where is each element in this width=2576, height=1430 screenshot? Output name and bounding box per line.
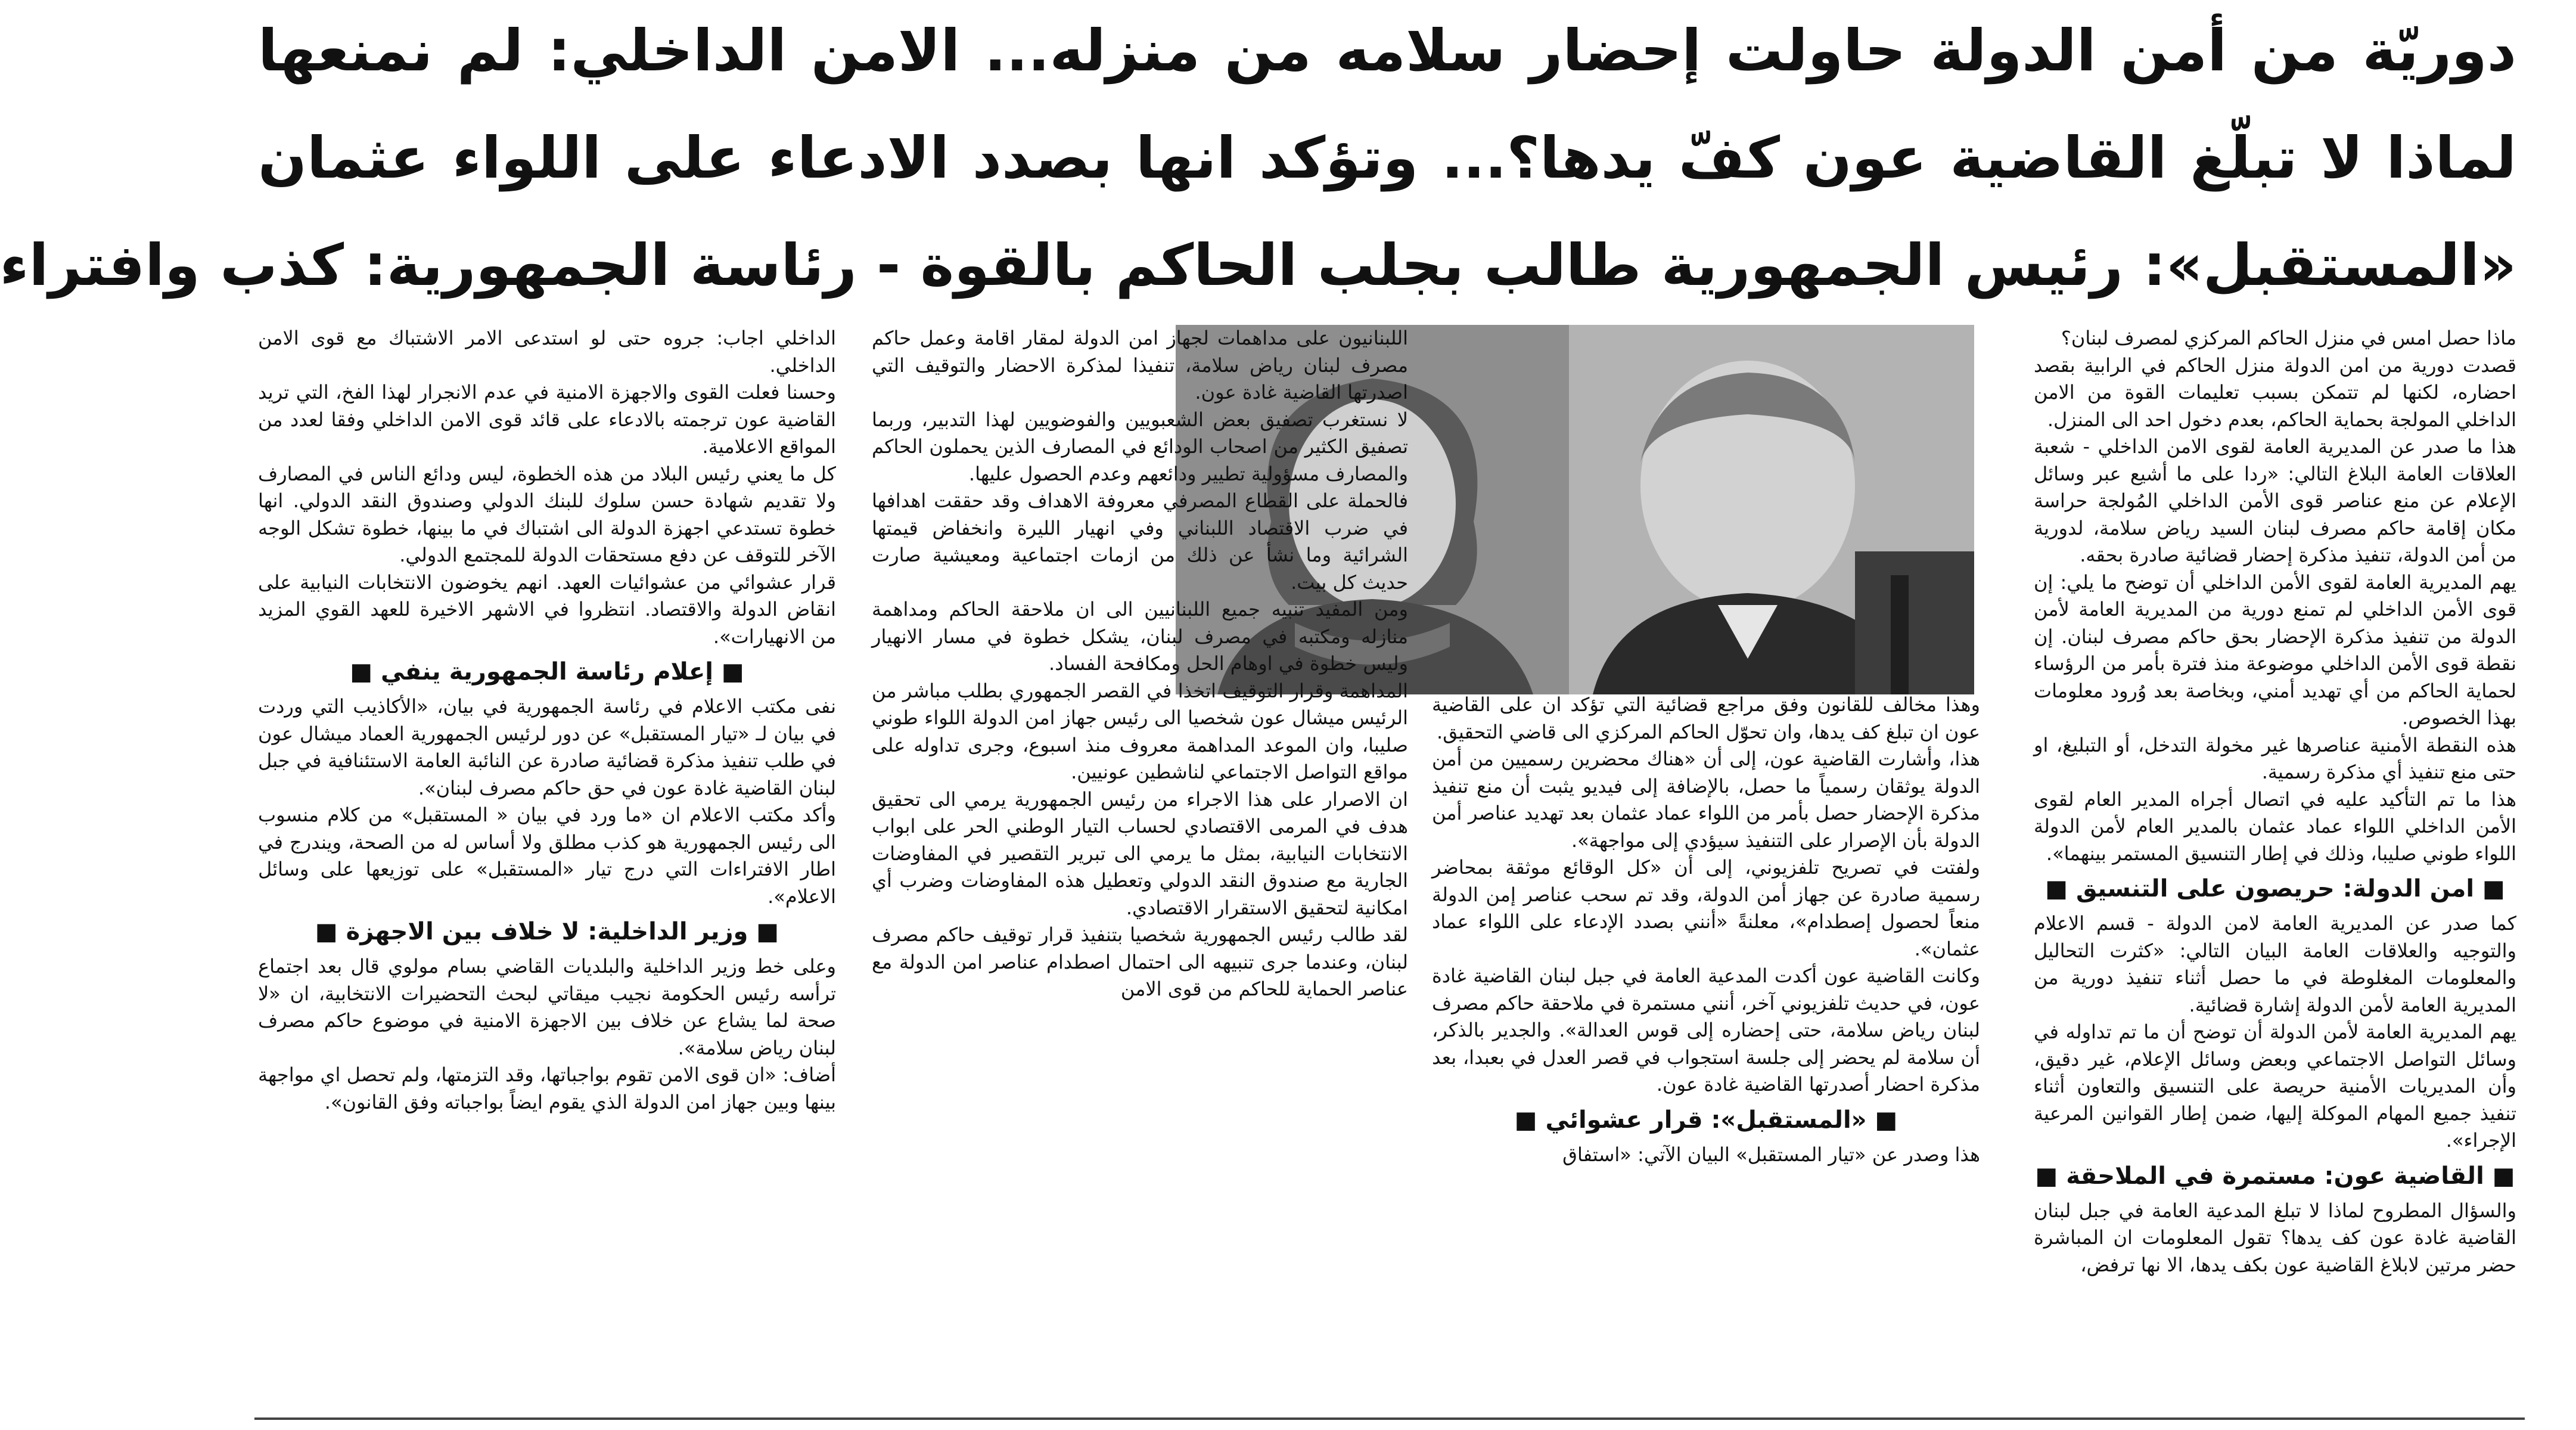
headline-line-1: دوريّة من أمن الدولة حاولت إحضار سلامه من منزله... الامن الداخلي: لم نمنعها bbox=[258, 17, 2516, 84]
headline-line-2: لماذا لا تبلّغ القاضية عون كفّ يدها؟... وتؤكد انها بصدد الادعاء على اللواء عثمان bbox=[258, 125, 2516, 191]
square-bullet-icon: ■ bbox=[2474, 875, 2505, 902]
paragraph: ولفتت في تصريح تلفزيوني، إلى أن «كل الوقائع موثقة بمحاضر رسمية صادرة عن جهاز أمن الدولة، وقد تم سحب عناصر إمن الدولة منعاً لحصول إصطدام»، معلنةً «أنني بصدد الإدعاء على اللواء عماد عثمان». bbox=[1432, 856, 1980, 960]
paragraph: اللبنانيون على مداهمات لجهاز امن الدولة لمقار اقامة وعمل حاكم مصرف لبنان رياض سلامة، تنفيذا لمذكرة الاحضار والتوقيف التي اصدرتها القاضية غادة عون. bbox=[872, 327, 1408, 404]
square-bullet-icon: ■ bbox=[2484, 1162, 2515, 1190]
paragraph: لقد طالب رئيس الجمهورية شخصيا بتنفيذ قرار توقيف حاكم مصرف لبنان، وعندما جرى تنبيهه الى احتمال اصطدام عناصر امن الدولة مع عناصر الحماية للحاكم من قوى الامن bbox=[872, 923, 1408, 1000]
paragraph: المداهمة وقرار التوقيف اتخذا في القصر الجمهوري بطلب مباشر من الرئيس ميشال عون شخصيا الى رئيس جهاز امن الدولة اللواء طوني صليبا، وان الموعد المداهمة معروف منذ اسبوع، وجرى تداوله على مواقع التواصل الاجتماعي لناشطين عونيين. bbox=[872, 679, 1408, 783]
bottom-rule bbox=[254, 1417, 2525, 1420]
paragraph: ان الاصرار على هذا الاجراء من رئيس الجمهورية يرمي الى تحقيق هدف في المرمى الاقتصادي لحساب التيار الوطني الحر على ابواب الانتخابات النيابية، بمثل ما يرمي الى تبرير التقصير في المفاوضات الجارية مع صندوق النقد الدولي وتعطيل هذه المفاوضات وضرب أي امكانية لتحقيق الاستقرار الاقتصادي. bbox=[872, 787, 1408, 919]
square-bullet-icon: ■ bbox=[748, 918, 779, 945]
paragraph: يهم المديرية العامة لقوى الأمن الداخلي أن توضح ما يلي: إن قوى الأمن الداخلي لم تمنع دورية من المديرية العامة لأمن الدولة من تنفيذ مذكرة الإحضار بحق حاكم مصرف لبنان. إن نقطة قوى الأمن الداخلي موضوعة منذ فترة بأمر من الرؤساء لحماية الحاكم من أي تهديد أمني، وبخاصة بعد وُرود معلومات بهذا الخصوص. bbox=[2034, 570, 2516, 729]
paragraph: هذا، وأشارت القاضية عون، إلى أن «هناك محضرين رسميين من أمن الدولة يوثقان رسمياً ما حصل، بالإضافة إلى فيديو يثبت أن منع تنفيذ مذكرة الإحضار حصل بأمر من اللواء عماد عثمان بعد تهديد عناصر أمن الدولة بأن الإصرار على التنفيذ سيؤدي إلى مواجهة». bbox=[1432, 747, 1980, 852]
article-column-1 bbox=[2034, 325, 2516, 1401]
square-bullet-icon: ■ bbox=[1514, 1106, 1546, 1134]
square-bullet-icon: ■ bbox=[350, 658, 381, 685]
paragraph: وأكد مكتب الاعلام ان «ما ورد في بيان « المستقبل» من كلام منسوب الى رئيس الجمهورية هو كذب مطلق ولا أساس له من الصحة، ويندرج في اطار الافتراءات التي درج تيار «المستقبل» على توزيعها على وسائل الاعلام». bbox=[258, 804, 836, 908]
article-column-3 bbox=[872, 325, 1408, 1401]
paragraph: لا نستغرب تصفيق بعض الشعبويين والفوضويين لهذا التدبير، وربما تصفيق الكثير من اصحاب الودائع في المصارف الذين يحملون الحاكم والمصارف مسؤولية تطيير ودائعهم وعدم الحصول عليها. bbox=[872, 408, 1408, 485]
subheading: ■ «المستقبل»: قرار عشوائي ■ bbox=[1514, 1106, 1898, 1134]
paragraph: هذا ما تم التأكيد عليه في اتصال أجراه المدير العام لقوى الأمن الداخلي اللواء عماد عثمان بالمدير العام لأمن الدولة اللواء طوني صليبا، وذلك في إطار التنسيق المستمر بينهما». bbox=[2034, 787, 2516, 865]
subheading: ■ وزير الداخلية: لا خلاف بين الاجهزة ■ bbox=[315, 918, 779, 945]
paragraph: ماذا حصل امس في منزل الحاكم المركزي لمصرف لبنان؟ bbox=[2061, 327, 2516, 349]
paragraph: هذا ما صدر عن المديرية العامة لقوى الامن الداخلي - شعبة العلاقات العامة البلاغ التالي: «ردا على ما أشيع عبر وسائل الإعلام عن منع عناصر قوى الأمن الداخلي المُولجة حراسة مكان إقامة حاكم مصرف لبنان السيد رياض سلامة، لدورية من أمن الدولة، تنفيذ مذكرة إحضار قضائية صادرة بحقه. bbox=[2034, 435, 2516, 566]
paragraph: الداخلي اجاب: جروه حتى لو استدعى الامر الاشتباك مع قوى الامن الداخلي. bbox=[258, 327, 836, 377]
paragraph: نفى مكتب الاعلام في رئاسة الجمهورية في بيان، «الأكاذيب التي وردت في بيان لـ «تيار المستقبل» عن دور لرئيس الجمهورية العماد ميشال عون في طلب تنفيذ مذكرة قضائية صادرة عن النائبة العامة الاستئنافية في جبل لبنان القاضية غادة عون في حق حاكم مصرف لبنان». bbox=[258, 695, 836, 799]
paragraph: يهم المديرية العامة لأمن الدولة أن توضح أن ما تم تداوله في وسائل التواصل الاجتماعي وبعض وسائل الإعلام، غير دقيق، وأن المديريات الأمنية حريصة على التنسيق والتعاون أثناء تنفيذ جميع المهام الموكلة إليها، ضمن إطار القوانين المرعية الإجراء». bbox=[2034, 1020, 2516, 1152]
square-bullet-icon: ■ bbox=[2035, 1162, 2067, 1190]
paragraph: قرار عشوائي من عشوائيات العهد. انهم يخوضون الانتخابات النيابية على انقاض الدولة والاقتصاد. انتظروا في الاشهر الاخيرة للعهد القوي المزيد من الانهيارات». bbox=[258, 570, 836, 648]
square-bullet-icon: ■ bbox=[713, 658, 744, 685]
subheading: ■ امن الدولة: حريصون على التنسيق ■ bbox=[2045, 875, 2505, 902]
square-bullet-icon: ■ bbox=[1866, 1106, 1898, 1134]
subheading: ■ القاضية عون: مستمرة في الملاحقة ■ bbox=[2035, 1162, 2515, 1190]
paragraph: كل ما يعني رئيس البلاد من هذه الخطوة، ليس ودائع الناس في المصارف ولا تقديم شهادة حسن سلوك للبنك الدولي وصندوق النقد الدولي. انها خطوة تستدعي اجهزة الدولة الى اشتباك في ما بينها، خطوة تشكل الوجه الآخر للتوقف عن دفع مستحقات الدولة للمجتمع الدولي. bbox=[258, 462, 836, 566]
paragraph: والسؤال المطروح لماذا لا تبلغ المدعية العامة في جبل لبنان القاضية غادة عون كف يدها؟ تقول المعلومات ان المباشرة حضر مرتين لابلاغ القاضية عون بكف يدها، الا نها ترفض، bbox=[2034, 1199, 2516, 1276]
paragraph: كما صدر عن المديرية العامة لامن الدولة - قسم الاعلام والتوجيه والعلاقات العامة البيان التالي: «كثرت التحاليل والمعلومات المغلوطة في ما حصل أثناء تنفيذ دورية من المديرية العامة لأمن الدولة إشارة قضائية. bbox=[2034, 912, 2516, 1016]
square-bullet-icon: ■ bbox=[2045, 875, 2076, 902]
headline-line-3: «المستقبل»: رئيس الجمهورية طالب بجلب الحاكم بالقوة - رئاسة الجمهورية: كذب وافتراء bbox=[0, 232, 2516, 299]
paragraph: وهذا مخالف للقانون وفق مراجع قضائية التي تؤكد ان على القاضية عون ان تبلغ كف يدها، وان تحوّل الحاكم المركزي الى قاضي التحقيق. bbox=[1432, 693, 1980, 743]
paragraph: هذه النقطة الأمنية عناصرها غير مخولة التدخل، أو التبليغ، او حتى منع تنفيذ أي مذكرة رسمية. bbox=[2034, 733, 2516, 783]
square-bullet-icon: ■ bbox=[315, 918, 346, 945]
paragraph: ومن المفيد تنبيه جميع اللبنانيين الى ان ملاحقة الحاكم ومداهمة منازله ومكتبه في مصرف لبنان، يشكل خطوة في مسار الانهيار وليس خطوة في اوهام الحل ومكافحة الفساد. bbox=[872, 598, 1408, 675]
photo-riad-salameh bbox=[1569, 325, 1974, 694]
subheading: ■ إعلام رئاسة الجمهورية ينفي ■ bbox=[350, 658, 744, 685]
article-column-2 bbox=[1432, 691, 1980, 1407]
paragraph: أضاف: «ان قوى الامن تقوم بواجباتها، وقد التزمتها، ولم تحصل اي مواجهة بينها وبين جهاز امن الدولة الذي يقوم ايضاً بواجباته وفق القانون». bbox=[258, 1063, 836, 1113]
article-column-4 bbox=[258, 325, 836, 1401]
paragraph: فالحملة على القطاع المصرفي معروفة الاهداف وقد حققت اهدافها في ضرب الاقتصاد اللبناني وفي انهيار الليرة وانخفاض قيمتها الشرائية وما نشأ عن ذلك من ازمات اجتماعية ومعيشية صارت حديث كل بيت. bbox=[872, 489, 1408, 594]
paragraph: هذا وصدر عن «تيار المستقبل» البيان الآتي: «استفاق bbox=[1562, 1143, 1980, 1166]
paragraph: قصدت دورية من امن الدولة منزل الحاكم في الرابية بقصد احضاره، لكنها لم تتمكن بسبب تعليمات القوة من الامن الداخلي المولجة بحماية الحاكم، بعدم دخول احد الى المنزل. bbox=[2034, 353, 2516, 431]
portrait-illustration bbox=[1569, 325, 1974, 694]
paragraph: وحسنا فعلت القوى والاجهزة الامنية في عدم الانجرار لهذا الفخ، التي تريد القاضية عون ترجمته بالادعاء على قائد قوى الامن الداخلي وفقا لعدد من المواقع الاعلامية. bbox=[258, 381, 836, 458]
paragraph: وكانت القاضية عون أكدت المدعية العامة في جبل لبنان القاضية غادة عون، في حديث تلفزيوني آخر، أنني مستمرة في ملاحقة حاكم مصرف لبنان رياض سلامة، حتى إحضاره إلى قوس العدالة». والجدير بالذكر، أن سلامة لم يحضر إلى جلسة استجواب في قصر العدل في بعبدا، بعد مذكرة احضار أصدرتها القاضية غادة عون. bbox=[1432, 964, 1980, 1096]
paragraph: وعلى خط وزير الداخلية والبلديات القاضي بسام مولوي قال بعد اجتماع ترأسه رئيس الحكومة نجيب ميقاتي لبحث التحضيرات الانتخابية، ان «لا صحة لما يشاع عن خلاف بين الاجهزة الامنية في موضوع حاكم مصرف لبنان رياض سلامة». bbox=[258, 955, 836, 1059]
